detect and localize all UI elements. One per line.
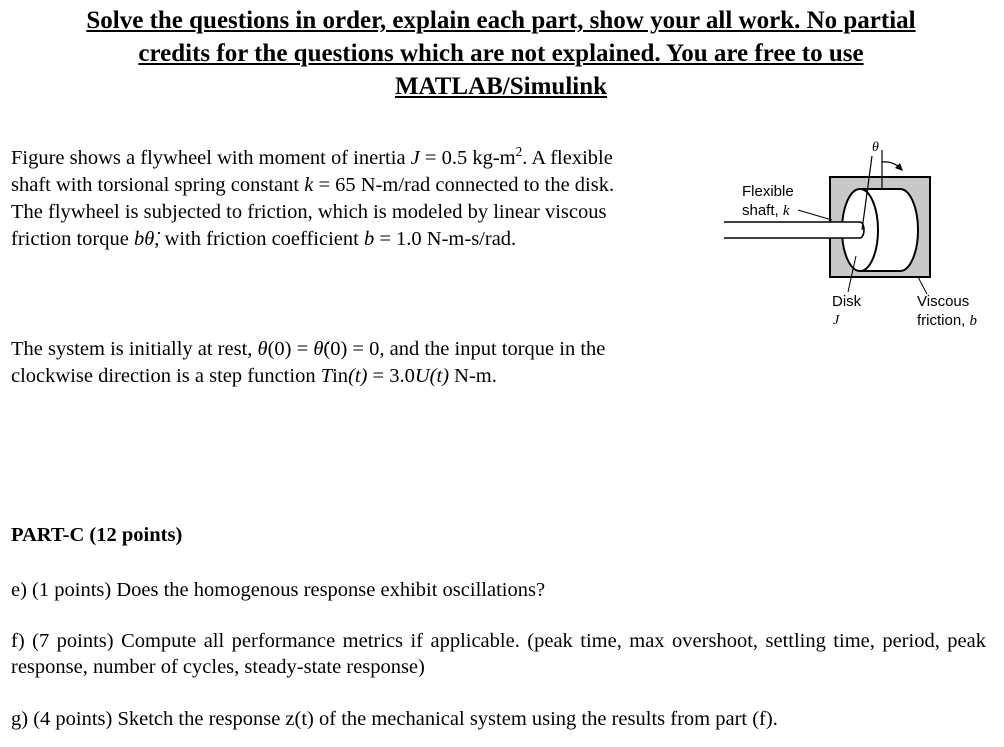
description-line-1: Figure shows a flywheel with moment of inertia J = 0.5 $kg-m^2$. A flexible (11, 144, 613, 169)
question-e: e) (1 points) Does the homogenous response exhibit oscillations? (11, 579, 546, 601)
header-line-3: MATLAB/Simulink (394, 73, 608, 100)
problem-description (11, 138, 701, 253)
initial-conditions (11, 336, 701, 390)
description-line-2: shaft with torsional spring constant k = 65 N-m/rad connected to the disk. (11, 173, 615, 196)
header-line-2: credits for the questions which are not explained. You are free to use (138, 40, 864, 67)
description-line-3: The flywheel is subjected to friction, which is modeled by linear viscous (11, 200, 607, 223)
shaft-label: Flexible shaft, k (742, 183, 794, 219)
shaft-leader-line (798, 210, 832, 220)
disk-symbol: J (833, 313, 840, 328)
theta-label: θ (872, 140, 879, 155)
flywheel-figure (722, 136, 1002, 336)
description-line-4: friction torque bθ̇, with friction coefficient b = 1.0 N-m-s/rad. (11, 227, 517, 250)
theta-arc (882, 162, 899, 167)
conditions-line-2: clockwise direction is a step function Tin(t) = 3.0U(t) N-m. (11, 365, 497, 387)
conditions-line-1: The system is initially at rest, θ(0) = θ̇(0) = 0, and the input torque in the (11, 338, 606, 360)
flexible-shaft (724, 222, 864, 238)
header-line-1: Solve the questions in order, explain each part, show your all work. No partial (86, 7, 916, 34)
instructions-header (6, 4, 996, 103)
disk-label: Disk (832, 293, 862, 310)
part-title: PART-C (12 points) (11, 524, 183, 546)
viscous-friction-label: Viscous friction, b (917, 293, 978, 329)
theta-arrow-icon (895, 163, 903, 171)
question-f: f) (7 points) Compute all performance metrics if applicable. (peak time, max overshoot, settling time, period, peak response, number of cycles, steady-state response) (11, 630, 986, 678)
question-g: g) (4 points) Sketch the response z(t) of the mechanical system using the results from part (f). (11, 708, 778, 730)
